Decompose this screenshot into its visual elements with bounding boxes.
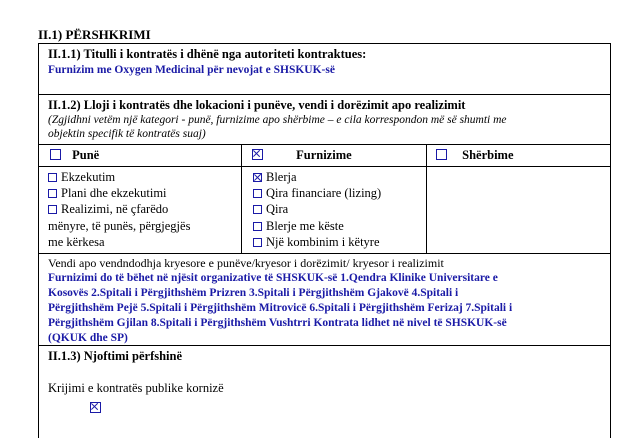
location-label: Vendi apo vendndodhja kryesore e punëve/kryesor i dorëzimit/ kryesor i realizimit [48,256,444,270]
location-line-2: Kosovës 2.Spitali i Përgjithshëm Prizren 3.Spitali i Përgjithshëm Gjakovë 4.Spitali i [48,287,459,299]
realisation-checkbox-icon[interactable] [48,205,57,214]
works-option-design-execution[interactable] [48,186,167,200]
purchase-checked-icon[interactable] [253,173,262,182]
category-works[interactable] [50,148,99,162]
works-checkbox-icon[interactable] [50,149,61,160]
supplies-option-label: Blerje me këste [266,219,344,233]
category-supplies[interactable] [252,148,352,162]
framework-agreement-checked-icon[interactable] [90,402,101,413]
hire-purchase-checkbox-icon[interactable] [253,222,262,231]
works-option-execution[interactable] [48,170,115,184]
works-option-continuation-1: mënyre, të punës, përgjegjës [48,219,191,233]
location-line-1: Furnizimi do të bëhet në njësit organizative të SHSKUK-së 1.Qendra Klinike Universitare e [48,272,498,284]
execution-checkbox-icon[interactable] [48,173,57,182]
framework-agreement-label: Krijimi e kontratës publike kornizë [48,381,224,395]
works-option-realisation[interactable] [48,202,168,216]
supplies-option-hire-purchase[interactable] [253,219,344,233]
location-line-3: Përgjithshëm Pejë 5.Spitali i Përgjithshëm Mitrovicë 6.Spitali i Përgjithshëm Ferizaj 7.Spitali i [48,302,513,314]
works-option-label: Realizimi, në çfarëdo [61,202,169,216]
rental-checkbox-icon[interactable] [253,205,262,214]
supplies-option-lease[interactable] [253,186,381,200]
category-works-label: Punë [72,148,100,162]
lease-checkbox-icon[interactable] [253,189,262,198]
combination-checkbox-icon[interactable] [253,238,262,247]
notice-involves-heading: II.1.3) Njoftimi përfshinë [48,349,183,363]
contract-type-heading: II.1.2) Lloji i kontratës dhe lokacioni i punëve, vendi i dorëzimit apo realizimit [48,98,466,112]
contract-title-value: Furnizim me Oxygen Medicinal për nevojat e SHSKUK-së [48,64,335,76]
category-services[interactable] [436,148,514,162]
services-checkbox-icon[interactable] [436,149,447,160]
category-supplies-label: Furnizime [296,148,352,162]
supplies-option-label: Një kombinim i këtyre [266,235,380,249]
contract-type-note-line1: (Zgjidhni vetëm një kategori - punë, furnizime apo shërbime – e cila korrespondon më së shumti me [48,114,507,126]
supplies-option-combination[interactable] [253,235,380,249]
supplies-option-purchase[interactable] [253,170,297,184]
supplies-checked-icon[interactable] [252,149,263,160]
section-title: II.1) PËRSHKRIMI [38,27,151,42]
works-option-label: Plani dhe ekzekutimi [61,186,167,200]
supplies-option-label: Qira financiare (lizing) [266,186,382,200]
category-services-label: Shërbime [462,148,514,162]
contract-title-heading: II.1.1) Titulli i kontratës i dhënë nga autoriteti kontraktues: [48,47,367,61]
supplies-option-label: Blerja [266,170,297,184]
contract-type-note-line2: objektin specifik të kontratës suaj) [48,128,206,140]
design-execution-checkbox-icon[interactable] [48,189,57,198]
supplies-option-label: Qira [266,202,289,216]
location-line-5: (QKUK dhe SP) [48,332,128,344]
works-option-continuation-2: me kërkesa [48,235,105,249]
works-option-label: Ekzekutim [61,170,116,184]
location-line-4: Përgjithshëm Gjilan 8.Spitali i Përgjithshëm Vushtrri Kontrata lidhet në nivel të SHSKUK-së [48,317,507,329]
supplies-option-rental[interactable] [253,202,288,216]
